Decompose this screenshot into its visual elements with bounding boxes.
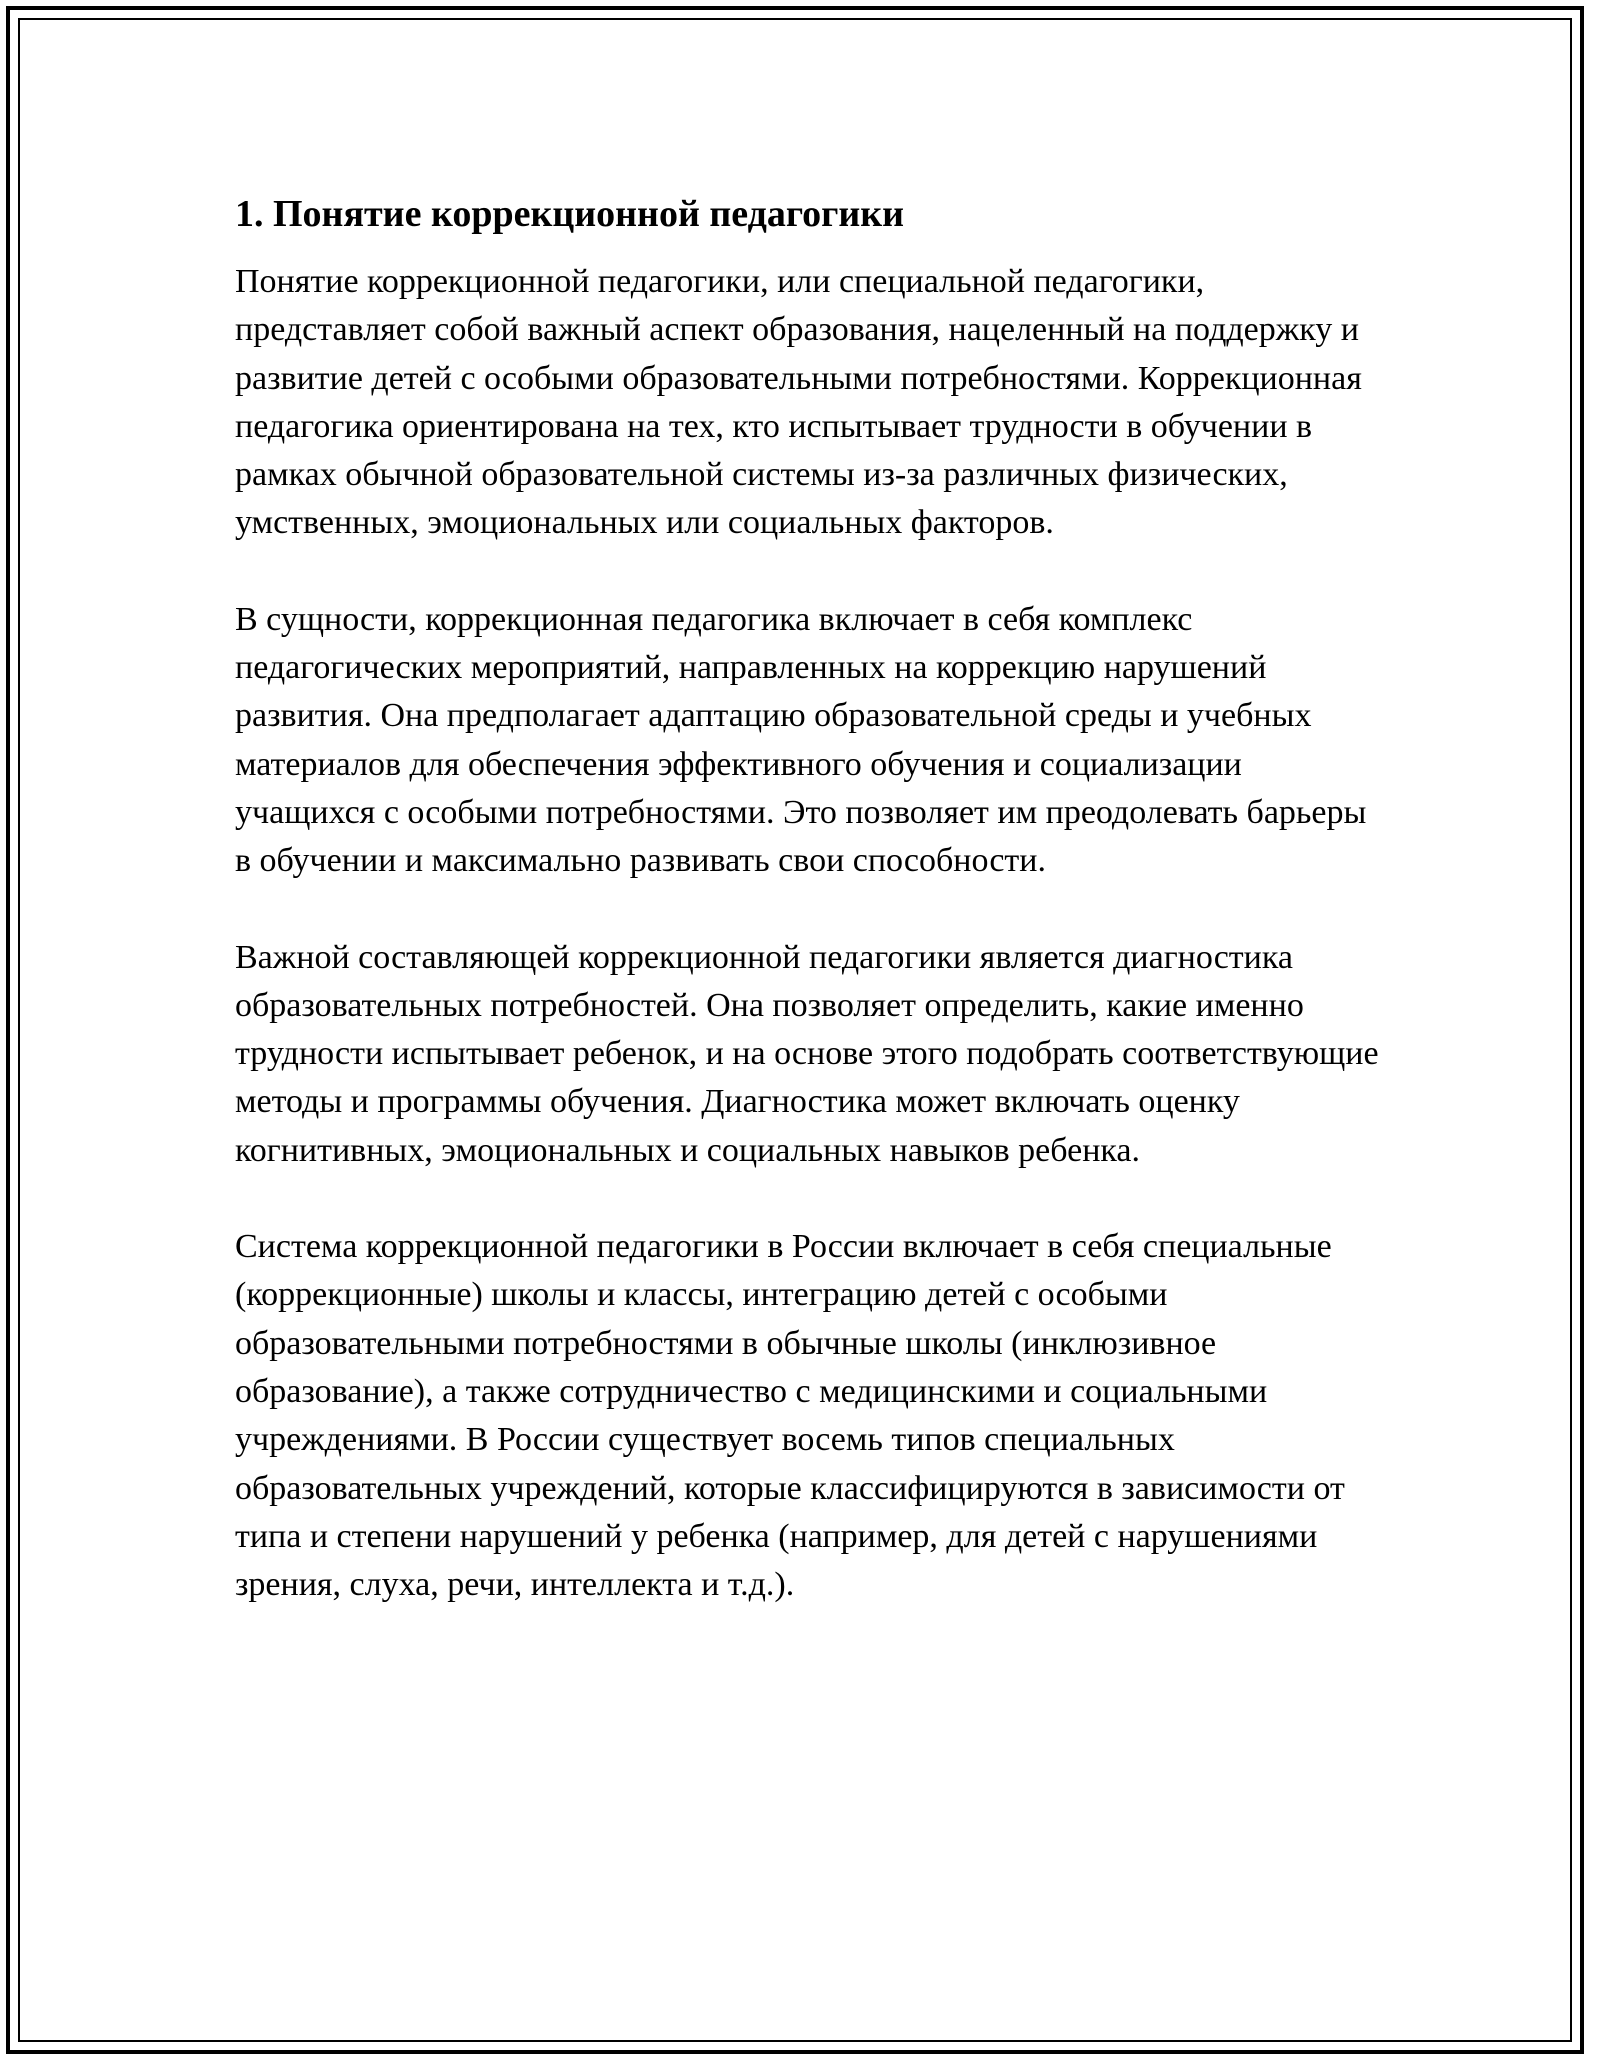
paragraph-2: В сущности, коррекционная педагогика включает в себя комплекс педагогических мероприятий, направленных на коррекцию нарушений развития. Она предполагает адаптацию образовательной среды и учебных материалов для обеспечения эффективного обучения и социализации учащихся с особыми потребностями. Это позволяет им преодолевать барьеры в обучении и максимально развивать свои способности. bbox=[235, 600, 1367, 880]
section-heading: 1. Понятие коррекционной педагогики bbox=[235, 193, 905, 235]
document-body bbox=[235, 188, 1385, 1657]
paragraph-1: Понятие коррекционной педагогики, или специальной педагогики, представляет собой важный аспект образования, нацеленный на поддержку и развитие детей с особыми образовательными потребностями. Коррекционная педагогика ориентирована на тех, кто испытывает трудности в обучении в рамках обычной образовательной системы из-за различных физических, умственных, эмоциональных или социальных факторов. bbox=[235, 263, 1362, 542]
paragraph-4: Система коррекционной педагогики в России включает в себя специальные (коррекционные) школы и классы, интеграцию детей с особыми образовательными потребностями в обычные школы (инклюзивное образование), а также сотрудничество с медицинскими и социальными учреждениями. В России существует восемь типов специальных образовательных учреждений, которые классифицируются в зависимости от типа и степени нарушений у ребенка (например, для детей с нарушениями зрения, слуха, речи, интеллекта и т.д.). bbox=[235, 1228, 1345, 1604]
paragraph-3: Важной составляющей коррекционной педагогики является диагностика образовательных потребностей. Она позволяет определить, какие именно трудности испытывает ребенок, и на основе этого подобрать соответствующие методы и программы обучения. Диагностика может включать оценку когнитивных, эмоциональных и социальных навыков ребенка. bbox=[235, 938, 1379, 1169]
